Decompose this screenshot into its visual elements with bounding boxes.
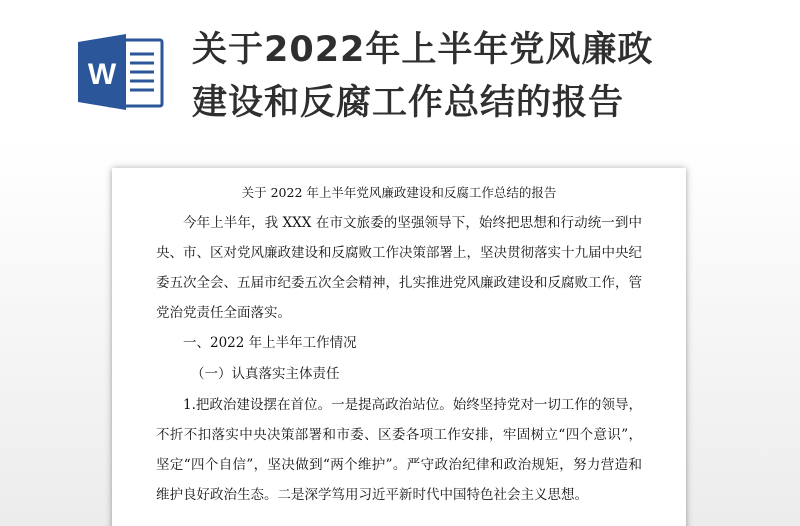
word-document-icon xyxy=(78,32,164,112)
title-line-1: 关于2022年上半年党风廉政 xyxy=(192,30,654,70)
section-heading: 一、2022 年上半年工作情况 xyxy=(183,335,357,351)
header-banner xyxy=(0,0,800,150)
title-line-2: 建设和反腐工作总结的报告 xyxy=(192,83,625,123)
word-icon-letter: W xyxy=(87,58,117,91)
page-title xyxy=(192,24,772,130)
intro-paragraph: 今年上半年，我 XXX 在市文旅委的坚强领导下，始终把思想和行动统一到中央、市、区对党风廉政建设和反腐败工作决策部署上，坚决贯彻落实十九届中央纪委五次全会、五届市纪委五次全会精神，扎实推进党风廉政建设和反腐败工作，管党治党责任全面落实。 xyxy=(156,215,642,321)
document-page xyxy=(112,168,686,526)
document-body xyxy=(156,182,642,510)
item-paragraph: 1.把政治建设摆在首位。一是提高政治站位。始终坚持党对一切工作的领导，不折不扣落实中央决策部署和市委、区委各项工作安排，牢固树立“四个意识”，坚定“四个自信”，坚决做到“两个维护”。严守政治纪律和政治规矩，努力营造和维护良好政治生态。二是深学笃用习近平新时代中国特色社会主义思想。 xyxy=(156,397,642,503)
document-title: 关于 2022 年上半年党风廉政建设和反腐工作总结的报告 xyxy=(241,185,557,200)
subsection-heading: （一）认真落实主体责任 xyxy=(191,366,340,382)
